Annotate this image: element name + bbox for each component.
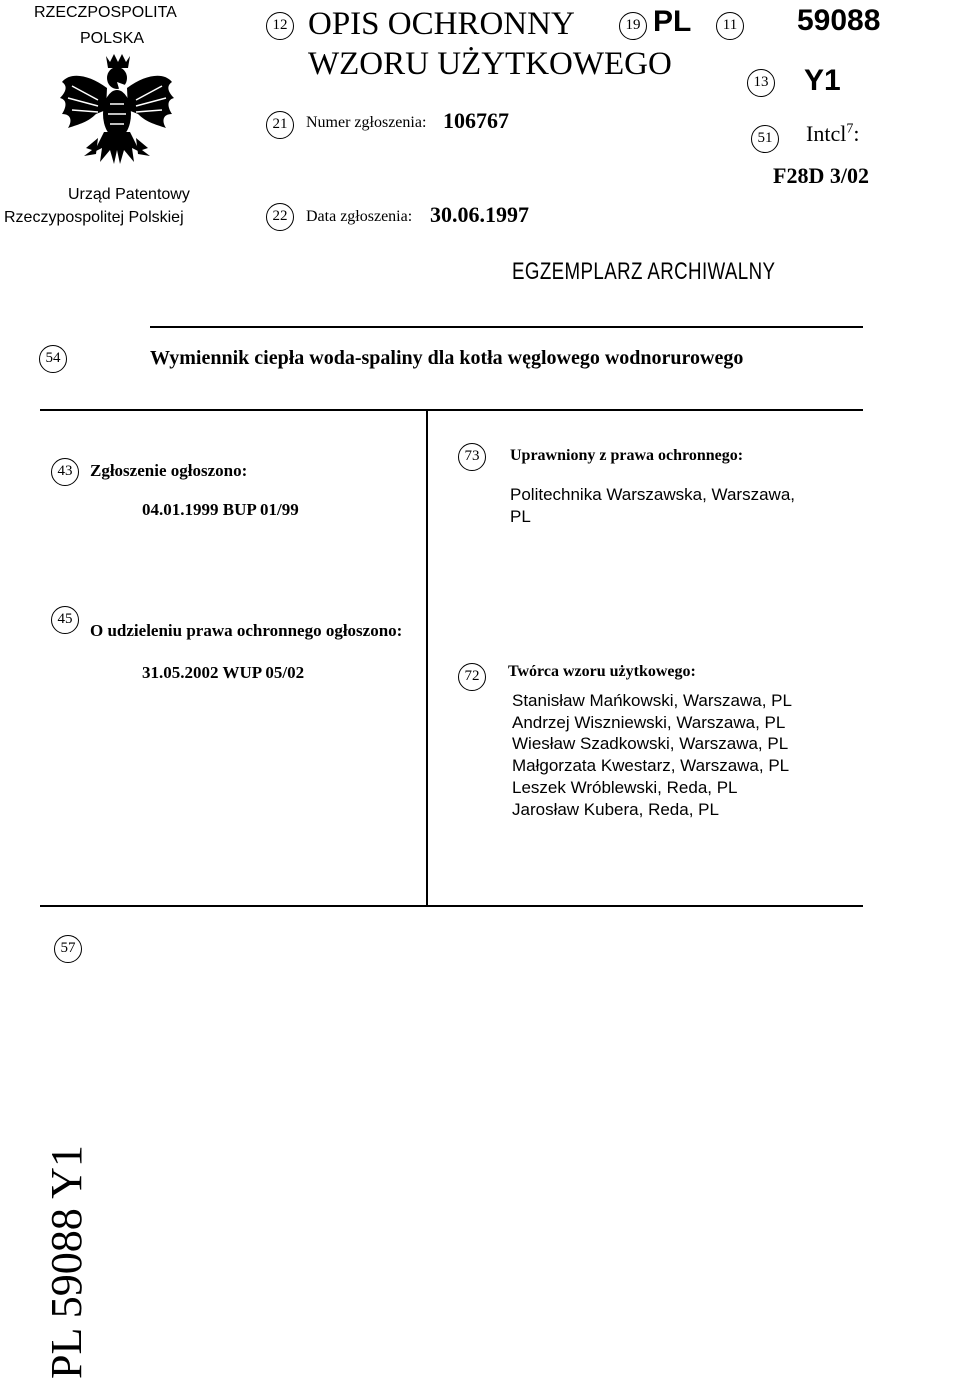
grant-label: O udzieleniu prawa ochronnego ogłoszono:: [90, 621, 403, 640]
document-number: 59088: [797, 4, 881, 37]
inventors-label: Twórca wzoru użytkowego:: [508, 663, 696, 680]
inventor-name: Stanisław Mańkowski, Warszawa, PL: [512, 691, 792, 710]
grant-value: 31.05.2002 WUP 05/02: [142, 663, 305, 682]
inid-code-72: 72: [458, 663, 486, 691]
inid-code-22: 22: [266, 203, 294, 231]
inid-code-11: 11: [716, 12, 744, 40]
application-number: 106767: [443, 108, 509, 133]
patent-office-name: Urząd Patentowy: [68, 186, 190, 203]
inid-code-43: 43: [51, 458, 79, 486]
inid-code-57: 57: [54, 935, 82, 963]
inid-code-54: 54: [39, 345, 67, 373]
inventor-name: Leszek Wróblewski, Reda, PL: [512, 777, 738, 797]
inventor-name: Jarosław Kubera, Reda, PL: [512, 799, 719, 819]
side-document-id: PL 59088 Y1: [42, 1145, 91, 1379]
application-number-label: Numer zgłoszenia:: [306, 114, 427, 131]
eagle-emblem-icon: [58, 52, 176, 168]
inventor-name: Wiesław Szadkowski, Warszawa, PL: [512, 734, 789, 754]
application-date-label: Data zgłoszenia:: [306, 208, 413, 225]
inid-code-45: 45: [51, 606, 79, 634]
inventors-list: [512, 690, 792, 820]
archive-stamp: EGZEMPLARZ ARCHIWALNY: [512, 258, 776, 285]
int-class-label: Intcl$^7$:: [806, 121, 860, 146]
inid-code-73: 73: [458, 443, 486, 471]
inid-code-12: 12: [266, 12, 294, 40]
title-top-divider: [150, 326, 863, 328]
biblio-bottom-divider: [40, 905, 863, 907]
country-name-line2: POLSKA: [80, 30, 145, 47]
document-type: OPIS OCHRONNY: [308, 6, 575, 42]
inventor-name: Małgorzata Kwestarz, Warszawa, PL: [512, 756, 790, 776]
inid-code-19: 19: [619, 12, 647, 40]
column-divider: [426, 409, 428, 905]
publication-label: Zgłoszenie ogłoszono:: [90, 461, 248, 480]
int-class-value: F28D 3/02: [773, 163, 869, 188]
document-type-line2: WZORU UŻYTKOWEGO: [308, 46, 672, 82]
publication-value: 04.01.1999 BUP 01/99: [142, 500, 299, 519]
country-name: RZECZPOSPOLITA: [34, 4, 177, 21]
kind-code: Y1: [804, 64, 841, 97]
country-code: PL: [653, 5, 692, 38]
holder-label: Uprawniony z prawa ochronnego:: [510, 447, 744, 464]
inventor-name: Andrzej Wiszniewski, Warszawa, PL: [512, 712, 786, 732]
application-date: 30.06.1997: [430, 202, 529, 227]
title-bottom-divider: [40, 409, 863, 411]
holder-country: PL: [510, 507, 531, 526]
patent-office-name-line2: Rzeczypospolitej Polskiej: [4, 209, 184, 226]
inid-code-51: 51: [751, 125, 779, 153]
inid-code-13: 13: [747, 69, 775, 97]
utility-model-title: Wymiennik ciepła woda-spaliny dla kotła węglowego wodnorurowego: [150, 347, 744, 369]
inid-code-21: 21: [266, 111, 294, 139]
holder-name: Politechnika Warszawska, Warszawa,: [510, 485, 795, 504]
